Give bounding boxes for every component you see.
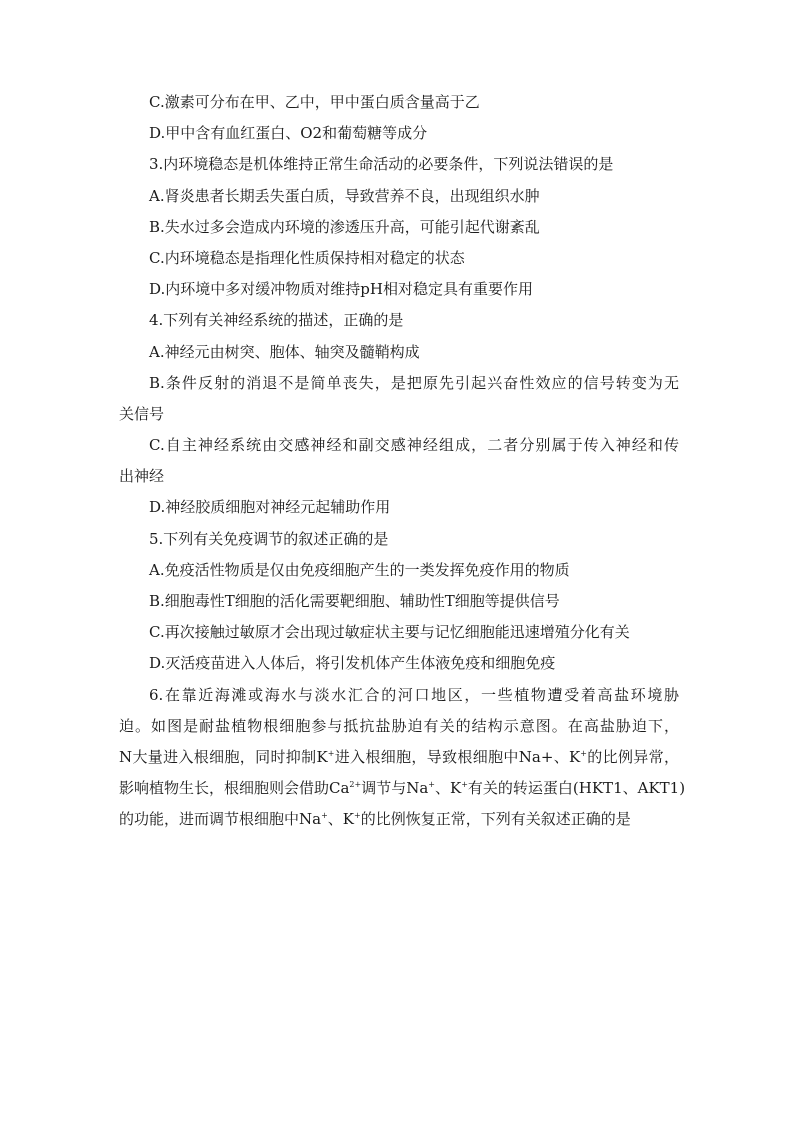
q6-line4 (119, 778, 686, 798)
q6-line5-text-c: 的比例恢复正常，下列有关叙述正确的是 (360, 810, 631, 829)
q5-option-a: A.免疫活性物质是仅由免疫细胞产生的一类发挥免疫作用的物质 (149, 560, 570, 579)
q4-stem: 4.下列有关神经系统的描述，正确的是 (149, 311, 404, 330)
q6-line4-text-b: 调节与Na (361, 779, 429, 798)
q5-option-c: C.再次接触过敏原才会出现过敏症状主要与记忆细胞能迅速增殖分化有关 (149, 623, 630, 642)
q4-option-c-line1: C.自主神经系统由交感神经和副交感神经组成，二者分别属于传入神经和传 (149, 436, 679, 455)
calcium-charge: 2+ (349, 780, 362, 790)
sodium-charge: + (321, 811, 328, 821)
q6-line1: 6.在靠近海滩或海水与淡水汇合的河口地区，一些植物遭受着高盐环境胁 (149, 685, 679, 704)
q3-stem: 3.内环境稳态是机体维持正常生命活动的必要条件，下列说法错误的是 (149, 155, 614, 174)
q3-option-d: D.内环境中多对缓冲物质对维持pH相对稳定具有重要作用 (149, 280, 533, 299)
q6-line3-text-a: N大量进入根细胞，同时抑制K (119, 747, 328, 766)
q3-option-b: B.失水过多会造成内环境的渗透压升高，可能引起代谢紊乱 (149, 217, 540, 236)
q6-line5-text-b: 、K (327, 810, 354, 829)
q4-option-c-line2: 出神经 (119, 467, 165, 486)
q5-option-d: D.灭活疫苗进入人体后，将引发机体产生体液免疫和细胞免疫 (149, 654, 556, 673)
q6-line5-text-a: 的功能，进而调节根细胞中Na (119, 810, 322, 829)
potassium-charge: + (461, 780, 468, 790)
q6-line5 (119, 809, 679, 829)
q6-line2: 迫。如图是耐盐植物根细胞参与抵抗盐胁迫有关的结构示意图。在高盐胁迫下， (119, 716, 679, 735)
q5-stem: 5.下列有关免疫调节的叙述正确的是 (149, 529, 389, 548)
q2-option-c: C.激素可分布在甲、乙中，甲中蛋白质含量高于乙 (149, 93, 480, 111)
q3-option-a: A.肾炎患者长期丢失蛋白质，导致营养不良，出现组织水肿 (149, 186, 540, 205)
q6-line3-text-c: 的比例异常， (586, 747, 679, 766)
q3-option-c: C.内环境稳态是指理化性质保持相对稳定的状态 (149, 248, 465, 267)
potassium-charge: + (354, 811, 361, 821)
q6-line4-text-d: 有关的转运蛋白(HKT1、AKT1) (467, 779, 686, 798)
potassium-charge: + (580, 748, 587, 758)
q5-option-b: B.细胞毒性T细胞的活化需要靶细胞、辅助性T细胞等提供信号 (149, 592, 560, 610)
page-content (119, 92, 686, 841)
q4-option-b-line2: 关信号 (119, 404, 165, 423)
q6-line3 (119, 747, 679, 767)
q6-line4-text-c: 、K (435, 779, 462, 798)
q4-option-b-line1: B.条件反射的消退不是简单丧失，是把原先引起兴奋性效应的信号转变为无 (149, 373, 679, 392)
q6-line3-text-b: 进入根细胞，导致根细胞中Na+、K (334, 747, 581, 766)
q4-option-d: D.神经胶质细胞对神经元起辅助作用 (149, 498, 391, 517)
q6-line4-text-a: 影响植物生长，根细胞则会借助Ca (119, 779, 350, 798)
potassium-charge: + (327, 748, 335, 758)
sodium-charge: + (428, 780, 435, 790)
q2-option-d: D.甲中含有血红蛋白、O2和葡萄糖等成分 (149, 124, 428, 143)
q4-option-a: A.神经元由树突、胞体、轴突及髓鞘构成 (149, 342, 420, 361)
